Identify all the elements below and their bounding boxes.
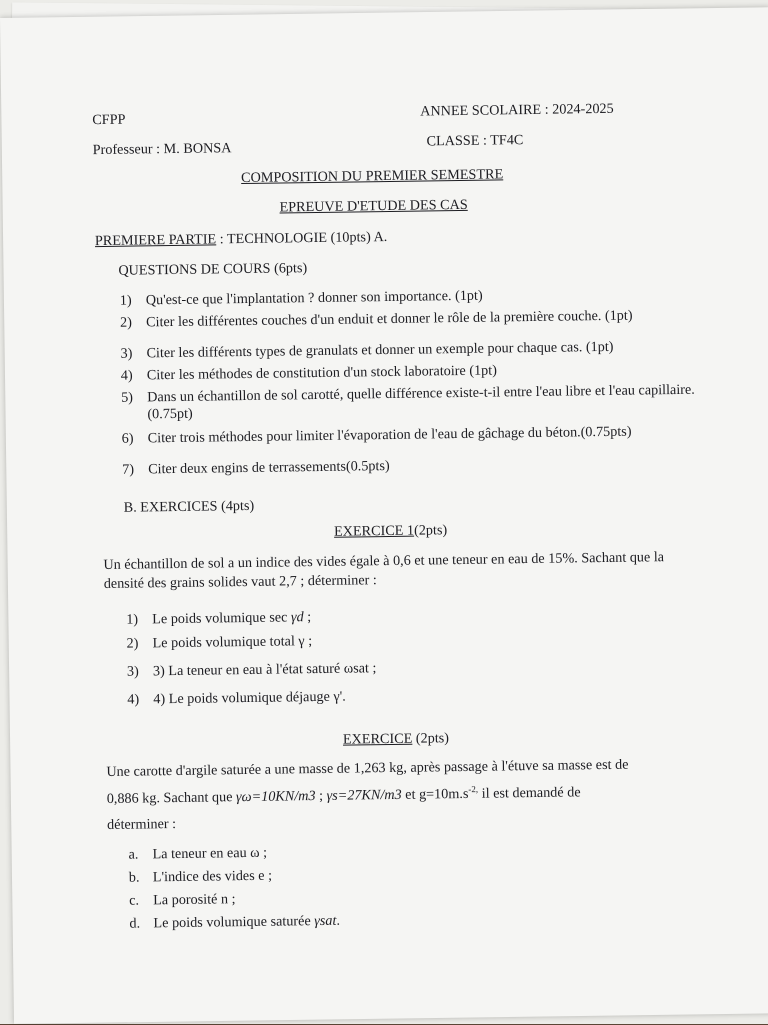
gravity-exponent: -2, <box>468 784 479 795</box>
exercise-one-intro: Un échantillon de sol a un indice des vides égale à 0,6 et une teneur en eau de 15%. Sachant que la densité des grains solides vaut 2,7 ; déterminer : <box>103 549 665 593</box>
line2-end: il est demandé de <box>478 784 581 802</box>
question-text: Qu'est-ce que l'implantation ? donner son importance. (1pt) <box>145 287 483 309</box>
part-one-heading <box>95 229 388 250</box>
question-number: 5) <box>121 389 134 406</box>
exercise-two-line-3: déterminer : <box>107 816 177 833</box>
item-letter: a. <box>128 846 139 863</box>
exercise-one-item <box>127 689 346 709</box>
item-text: Le poids volumique sec <box>152 609 292 628</box>
part-one-rest: : TECHNOLOGIE (10pts) A. <box>216 229 388 248</box>
omega-sat-symbol: ωsat <box>343 660 370 677</box>
item-letter: d. <box>129 915 141 932</box>
question-text: Dans un échantillon de sol carotté, quelle différence existe-t-il entre l'eau libre et l'eau capillaire. (0.75pt) <box>147 381 695 423</box>
question-item <box>122 423 702 448</box>
question-number: 6) <box>121 430 134 447</box>
item-end: . <box>336 912 341 929</box>
exercise-one-item <box>126 609 311 629</box>
question-item <box>120 307 700 332</box>
item-end: ; <box>304 633 313 650</box>
exercise-two-points: (2pts) <box>412 730 450 747</box>
gamma-d-symbol: γd <box>290 609 304 626</box>
exercise-one-title <box>334 522 447 541</box>
exercise-two-title <box>343 730 449 749</box>
question-number: 2) <box>120 314 133 331</box>
question-number: 7) <box>122 461 135 478</box>
question-item <box>120 338 700 363</box>
question-text: Citer les différents types de granulats et donner un exemple pour chaque cas. (1pt) <box>146 338 614 362</box>
item-text: 3) La teneur en eau à l'état saturé <box>152 660 344 680</box>
question-number: 4) <box>120 367 133 384</box>
exercise-two-item <box>129 868 272 887</box>
question-text: Citer deux engins de terrassements(0.5pts) <box>148 457 390 478</box>
item-text: Le poids volumique saturée <box>153 913 315 932</box>
question-item <box>121 360 701 385</box>
question-text: Citer trois méthodes pour limiter l'évaporation de l'eau de gâchage du béton.(0.75pts) <box>147 423 632 447</box>
exercise-two-item <box>129 891 236 910</box>
questions-heading: QUESTIONS DE COURS (6pts) <box>118 260 308 279</box>
exercise-two-line-1: Une carotte d'argile saturée a une masse de 1,263 kg, après passage à l'étuve sa masse est de <box>106 756 629 780</box>
item-text: La teneur en eau ω ; <box>152 844 268 863</box>
item-number: 4) <box>127 691 140 708</box>
question-item <box>122 454 702 479</box>
item-number: 3) <box>126 663 139 680</box>
school-year: ANNEE SCOLAIRE : 2024-2025 <box>420 100 614 120</box>
exercise-one-points: (2pts) <box>413 522 448 539</box>
item-text: L'indice des vides e ; <box>152 867 273 886</box>
item-text: La porosité n ; <box>153 891 236 909</box>
gamma-sat-symbol: γsat <box>314 912 337 930</box>
class-name: CLASSE : TF4C <box>426 132 524 150</box>
exercise-one-item <box>126 633 312 653</box>
item-text: 4) Le poids volumique déjauge <box>153 688 334 708</box>
teacher-name: Professeur : M. BONSA <box>92 140 232 159</box>
exercise-two-label: EXERCICE <box>342 730 413 748</box>
part-one-label: PREMIERE PARTIE <box>94 231 217 250</box>
gamma-s-formula: γs=27KN/m3 <box>326 786 402 804</box>
item-end: ; <box>303 609 312 626</box>
item-letter: c. <box>129 892 140 909</box>
exercise-two-line-2 <box>107 783 707 808</box>
gamma-prime-symbol: γ' <box>333 688 343 705</box>
exercise-two-item <box>129 913 340 933</box>
line2-start: 0,886 kg. Sachant que <box>106 789 237 807</box>
item-text: Le poids volumique total <box>152 633 299 652</box>
item-end: . <box>342 688 346 705</box>
question-text: Citer les différentes couches d'un enduit et donner le rôle de la première couche. (1pt) <box>145 307 633 331</box>
exercise-two-item <box>128 845 267 864</box>
exercise-one-item <box>127 660 377 681</box>
school-name: CFPP <box>92 111 126 129</box>
gamma-w-formula: γω=10KN/m3 <box>235 788 316 806</box>
line2-separator: ; <box>315 787 327 805</box>
exercises-heading: B. EXERCICES (4pts) <box>123 497 255 516</box>
question-item <box>120 285 700 310</box>
question-number: 3) <box>120 345 133 362</box>
exam-title: COMPOSITION DU PREMIER SEMESTRE <box>240 166 504 187</box>
question-text: Citer les méthodes de constitution d'un stock laboratoire (1pt) <box>146 362 498 384</box>
question-number: 1) <box>119 292 132 309</box>
question-item <box>121 381 717 423</box>
item-letter: b. <box>128 869 140 886</box>
item-number: 2) <box>126 635 139 652</box>
item-number: 1) <box>126 611 139 628</box>
gravity-value: et g=10m.s <box>401 785 469 803</box>
exam-subtitle: EPREUVE D'ETUDE DES CAS <box>279 196 468 216</box>
exercise-one-label: EXERCICE 1 <box>333 522 415 540</box>
item-end: ; <box>368 660 377 677</box>
gamma-symbol: γ <box>298 633 305 650</box>
